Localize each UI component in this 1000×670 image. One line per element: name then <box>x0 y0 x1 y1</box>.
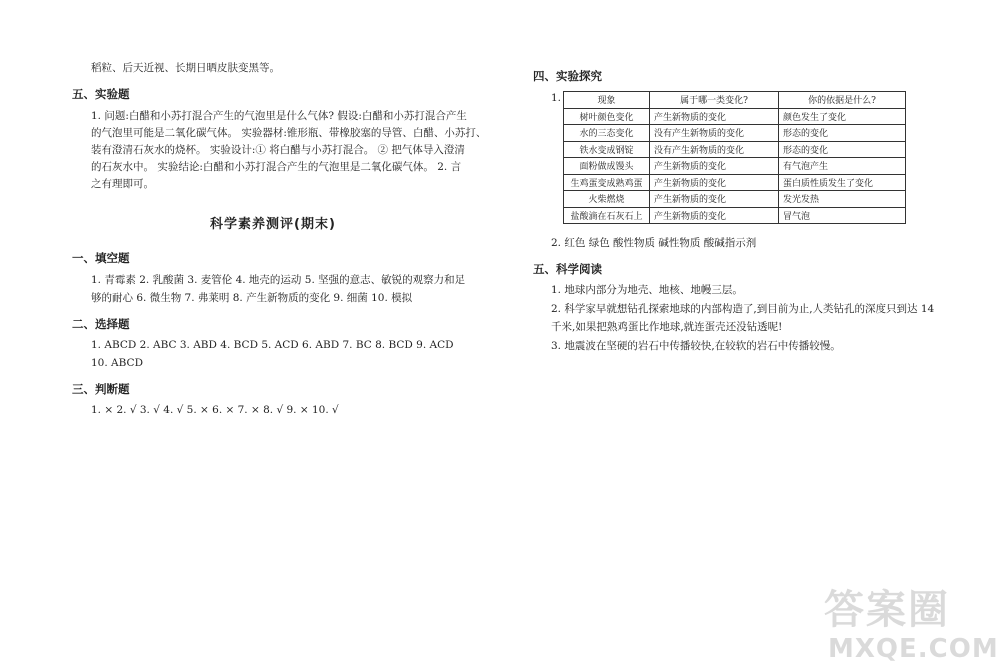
table-cell: 生鸡蛋变成熟鸡蛋 <box>564 174 650 191</box>
table-cell: 产生新物质的变化 <box>650 191 779 208</box>
watermark-top-text: 答案圈 <box>824 587 950 633</box>
table-cell: 火柴燃烧 <box>564 191 650 208</box>
section-2-title-choice: 二、选择题 <box>72 317 130 331</box>
previous-answer-line: 稻粒、后天近视、长期日晒皮肤变黑等。 <box>91 62 280 74</box>
table-row <box>564 174 906 191</box>
table-cell: 蛋白质性质发生了变化 <box>779 174 906 191</box>
table-row <box>564 207 906 224</box>
reading-line-1: 1. 地球内部分为地壳、地核、地幔三层。 <box>551 284 743 296</box>
table-cell: 形态的变化 <box>779 141 906 158</box>
table-row <box>564 125 906 142</box>
table-cell: 面粉做成馒头 <box>564 158 650 175</box>
table-cell: 树叶颜色变化 <box>564 108 650 125</box>
fill-blank-line-2: 够的耐心 6. 微生物 7. 弗莱明 8. 产生新物质的变化 9. 细菌 10. 模拟 <box>91 292 413 304</box>
judge-answers-line: 1. × 2. √ 3. √ 4. √ 5. × 6. × 7. × 8. √ 9. × 10. √ <box>91 404 339 416</box>
table-cell: 形态的变化 <box>779 125 906 142</box>
table-row <box>564 191 906 208</box>
table-cell: 颜色发生了变化 <box>779 108 906 125</box>
table-header-cell: 现象 <box>564 92 650 109</box>
table-cell: 产生新物质的变化 <box>650 174 779 191</box>
experiment-line-4: 的石灰水中。 实验结论:白醋和小苏打混合产生的气泡里是二氧化碳气体。 2. 言 <box>91 161 462 173</box>
section-4-title-inquiry: 四、实验探究 <box>533 69 602 83</box>
table-cell: 没有产生新物质的变化 <box>650 125 779 142</box>
table-cell: 有气泡产生 <box>779 158 906 175</box>
experiment-table <box>563 91 906 224</box>
watermark-logo <box>820 578 999 670</box>
table-cell: 盐酸滴在石灰石上 <box>564 207 650 224</box>
watermark-bottom-text: MXQE.COM <box>828 634 999 664</box>
table-header-cell: 属于哪一类变化? <box>650 92 779 109</box>
table-cell: 发光发热 <box>779 191 906 208</box>
experiment-line-5: 之有理即可。 <box>91 178 154 190</box>
fill-blank-line-1: 1. 青霉素 2. 乳酸菌 3. 麦管伦 4. 地壳的运动 5. 坚强的意志、敏锐的观察力和足 <box>91 274 466 286</box>
question-1-label: 1. <box>551 92 562 104</box>
choice-line-2: 10. ABCD <box>91 357 143 369</box>
reading-line-3: 千米,如果把熟鸡蛋比作地球,就连蛋壳还没钻透呢! <box>551 321 783 333</box>
page-title: 科学素养测评(期末) <box>210 217 336 232</box>
table-cell: 产生新物质的变化 <box>650 158 779 175</box>
reading-line-4: 3. 地震波在坚硬的岩石中传播较快,在较软的岩石中传播较慢。 <box>551 340 841 352</box>
section-5-title-experiment: 五、实验题 <box>72 87 130 101</box>
section-1-title-fill-blank: 一、填空题 <box>72 251 130 265</box>
table-cell: 冒气泡 <box>779 207 906 224</box>
choice-line-1: 1. ABCD 2. ABC 3. ABD 4. BCD 5. ACD 6. ABD 7. BC 8. BCD 9. ACD <box>91 339 454 351</box>
table-header-row <box>564 92 906 109</box>
reading-line-2: 2. 科学家早就想钻孔探索地球的内部构造了,到目前为止,人类钻孔的深度只到达 14 <box>551 303 935 315</box>
table-row <box>564 158 906 175</box>
table-cell: 没有产生新物质的变化 <box>650 141 779 158</box>
experiment-line-2: 的气泡里可能是二氧化碳气体。 实验器材:锥形瓶、带橡胶塞的导管、白醋、小苏打、 <box>91 127 487 139</box>
table-header-cell: 你的依据是什么? <box>779 92 906 109</box>
table-row <box>564 108 906 125</box>
section-5-title-reading: 五、科学阅读 <box>533 262 602 276</box>
question-2-answer: 2. 红色 绿色 酸性物质 碱性物质 酸碱指示剂 <box>551 237 757 249</box>
table-cell: 产生新物质的变化 <box>650 108 779 125</box>
experiment-line-1: 1. 问题:白醋和小苏打混合产生的气泡里是什么气体? 假设:白醋和小苏打混合产生 <box>91 110 467 122</box>
table-row <box>564 141 906 158</box>
table-cell: 水的三态变化 <box>564 125 650 142</box>
experiment-line-3: 装有澄清石灰水的烧杯。 实验设计:① 将白醋与小苏打混合。 ② 把气体导入澄清 <box>91 144 465 156</box>
table-cell: 铁水变成钢锭 <box>564 141 650 158</box>
table-cell: 产生新物质的变化 <box>650 207 779 224</box>
section-3-title-judge: 三、判断题 <box>72 382 130 396</box>
